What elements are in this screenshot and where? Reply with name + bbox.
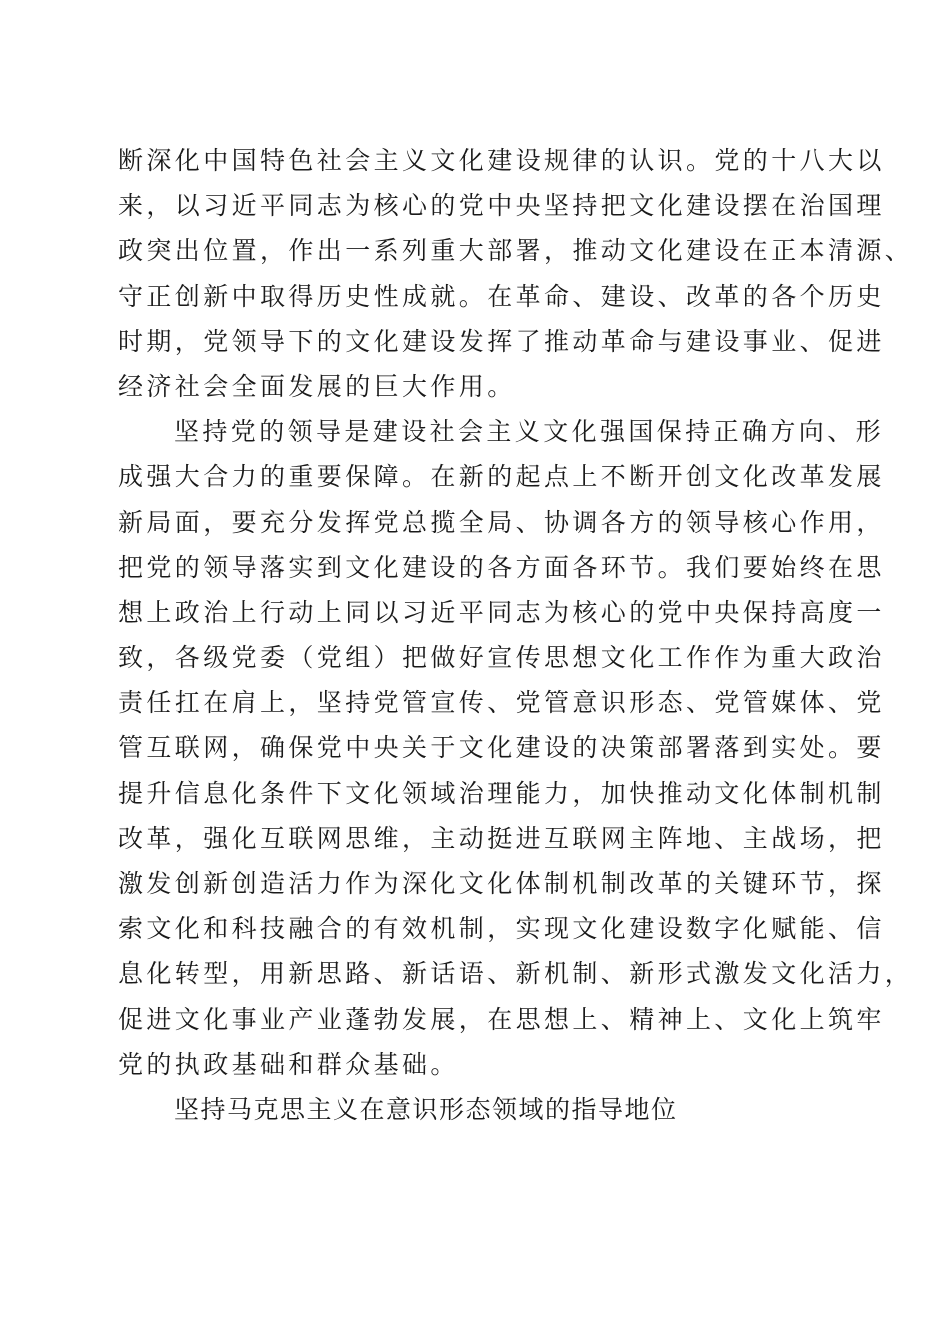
text-line: 来，以习近平同志为核心的党中央坚持把文化建设摆在治国理	[118, 191, 885, 221]
text-line: 守正创新中取得历史性成就。在革命、建设、改革的各个历史	[118, 281, 885, 311]
text-line: 息化转型，用新思路、新话语、新机制、新形式激发文化活力，	[118, 959, 914, 989]
text-line: 索文化和科技融合的有效机制，实现文化建设数字化赋能、信	[118, 914, 885, 944]
text-line: 时期，党领导下的文化建设发挥了推动革命与建设事业、促进	[118, 326, 885, 356]
text-line: 想上政治上行动上同以习近平同志为核心的党中央保持高度一	[118, 597, 885, 627]
text-line: 责任扛在肩上，坚持党管宣传、党管意识形态、党管媒体、党	[118, 688, 885, 718]
text-line: 把党的领导落实到文化建设的各方面各环节。我们要始终在思	[118, 552, 885, 582]
text-line: 提升信息化条件下文化领域治理能力，加快推动文化体制机制	[118, 778, 885, 808]
text-line: 管互联网，确保党中央关于文化建设的决策部署落到实处。要	[118, 733, 885, 763]
text-line: 经济社会全面发展的巨大作用。	[118, 371, 516, 401]
text-line: 改革，强化互联网思维，主动挺进互联网主阵地、主战场，把	[118, 823, 885, 853]
text-line: 断深化中国特色社会主义文化建设规律的认识。党的十八大以	[118, 146, 885, 175]
text-line: 坚持党的领导是建设社会主义文化强国保持正确方向、形	[174, 417, 885, 447]
text-line: 促进文化事业产业蓬勃发展，在思想上、精神上、文化上筑牢	[118, 1004, 885, 1034]
document-body	[118, 138, 914, 1132]
paragraph-continuation	[118, 138, 914, 409]
text-line: 激发创新创造活力作为深化文化体制机制改革的关键环节，探	[118, 869, 885, 898]
text-line: 新局面，要充分发挥党总揽全局、协调各方的领导核心作用，	[118, 507, 885, 537]
text-line: 成强大合力的重要保障。在新的起点上不断开创文化改革发展	[118, 462, 885, 492]
text-line: 政突出位置，作出一系列重大部署，推动文化建设在正本清源、	[118, 236, 914, 266]
text-line: 党的执政基础和群众基础。	[118, 1049, 459, 1079]
text-line: 致，各级党委（党组）把做好宣传思想文化工作作为重大政治	[118, 643, 885, 673]
section-heading	[118, 1087, 838, 1132]
heading-text: 坚持马克思主义在意识形态领域的指导地位	[174, 1094, 678, 1124]
paragraph-party-leadership	[118, 409, 914, 1087]
